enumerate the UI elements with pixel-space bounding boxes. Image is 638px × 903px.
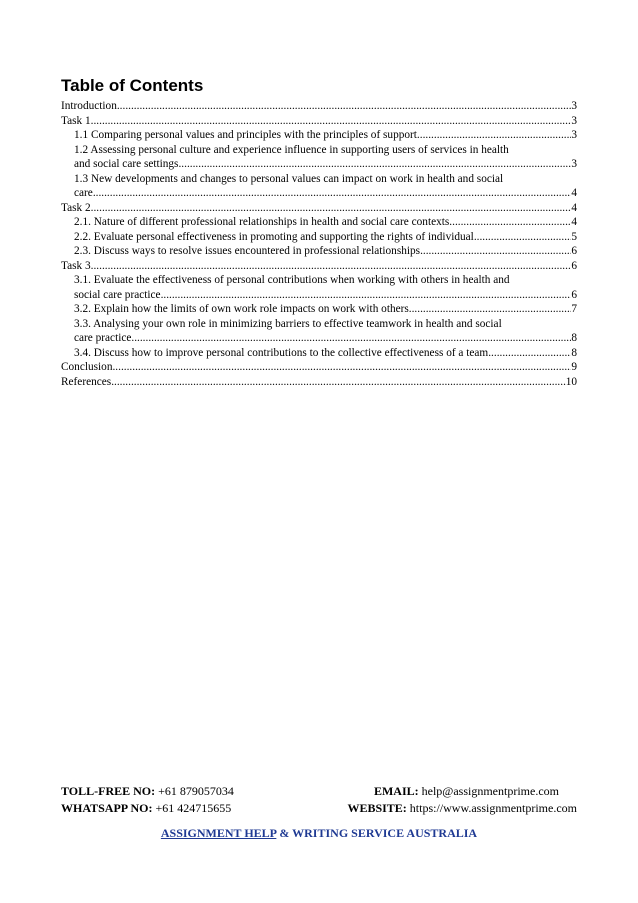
dot-leader [474,230,572,245]
toc-entry[interactable] [61,375,577,390]
toc-entry[interactable] [61,114,577,129]
toc-page-number: 5 [571,230,577,243]
brand-rest: & WRITING SERVICE AUSTRALIA [276,826,478,840]
toc-entry[interactable] [61,302,577,317]
toc-entry-text: Introduction [61,100,117,112]
toc-entry-text: Task 2 [61,201,91,214]
footer-contacts [61,784,577,818]
toc-page-number: 4 [571,201,577,214]
dot-leader [161,288,572,303]
dot-leader [134,331,571,346]
dot-leader [111,375,566,390]
toc-title: Table of Contents [61,76,204,95]
dot-leader [178,157,571,172]
toc-entry[interactable] [61,143,577,172]
toc-entry-text-cont: and social care settings [74,158,179,170]
dot-leader [117,99,571,114]
toc-entry-text: 1.2 Assessing personal culture and experience influence in supporting users of services in health [74,143,509,156]
toc-entry[interactable] [61,317,577,346]
dot-leader [91,201,572,216]
dot-leader [91,114,572,129]
toc-page-number: 10 [565,375,577,388]
dot-leader [91,259,572,274]
toc-entry-text: 2.1. Nature of different professional relationships in health and social care contexts [74,216,450,228]
toc-page-number: 7 [571,303,577,315]
document-page [61,0,577,903]
dot-leader [449,215,571,230]
email-link[interactable]: help@assignmentprime.com [421,784,559,798]
toc-entry-text: 3.3. Analysing your own role in minimizing barriers to effective teamwork in health and social [74,317,502,330]
toc-entry[interactable] [61,230,577,245]
toc-entry-text: 3.4. Discuss how to improve personal contributions to the collective effectiveness of a team [74,346,489,359]
toc-page-number: 4 [571,187,577,199]
website-link[interactable]: https://www.assignmentprime.com [409,801,577,815]
toc-entry[interactable] [61,360,577,375]
toc-page-number: 3 [571,100,577,112]
toc-entry[interactable] [61,215,577,230]
toc-entry-text: 3.2. Explain how the limits of own work role impacts on work with others [74,303,409,315]
website-label: WEBSITE: [347,801,407,815]
toc-entry-text: Task 1 [61,114,91,127]
toc-entry-text-cont: social care practice [74,288,161,301]
toc-entry[interactable] [61,201,577,216]
brand-link[interactable]: ASSIGNMENT HELP [160,826,277,840]
toc-entry[interactable] [61,172,577,201]
toc-page-number: 9 [571,361,577,373]
toc-page-number: 4 [571,216,577,228]
email-label: EMAIL: [373,784,419,798]
toc-page-number: 3 [571,114,577,127]
dot-leader [488,346,571,361]
toc-page-number: 3 [571,129,577,141]
toc-entry-text: 1.1 Comparing personal values and principles with the principles of support [74,129,417,141]
brand-tagline [61,826,577,841]
whatsapp-label: WHATSAPP NO: [61,801,153,815]
toc-entry-text: 2.3. Discuss ways to resolve issues encountered in professional relationships [74,245,421,257]
toc-entry[interactable] [61,346,577,361]
toc-entry-text: 1.3 New developments and changes to personal values can impact on work in health and social [74,172,504,185]
toc-entry-text: Task 3 [61,259,91,272]
toc-entry[interactable] [61,128,577,143]
toc-entry-text-cont: care practice. [74,332,135,344]
table-of-contents [61,99,577,389]
dot-leader [420,244,571,259]
toc-entry-text: References [61,375,112,388]
tollfree-label: TOLL-FREE NO: [61,784,156,798]
whatsapp-number[interactable]: +61 424715655 [155,801,232,815]
dot-leader [112,360,571,375]
toc-entry[interactable] [61,273,577,302]
toc-page-number: 6 [571,288,577,301]
toc-entry-text-cont: care [74,187,93,199]
toc-entry-text: Conclusion [61,361,113,373]
toc-page-number: 8 [571,346,577,359]
tollfree-number[interactable]: +61 879057034 [158,784,234,798]
toc-page-number: 6 [571,245,577,257]
toc-entry[interactable] [61,259,577,274]
toc-page-number: 8 [571,332,577,344]
dot-leader [93,186,572,201]
toc-entry[interactable] [61,244,577,259]
toc-entry-text: 3.1. Evaluate the effectiveness of personal contributions when working with others in health and [74,274,510,286]
toc-entry[interactable] [61,99,577,114]
toc-entry-text: 2.2. Evaluate personal effectiveness in promoting and supporting the rights of individual [74,230,474,243]
dot-leader [409,302,572,317]
dot-leader [417,128,571,143]
toc-page-number: 3 [571,158,577,170]
toc-page-number: 6 [571,259,577,272]
